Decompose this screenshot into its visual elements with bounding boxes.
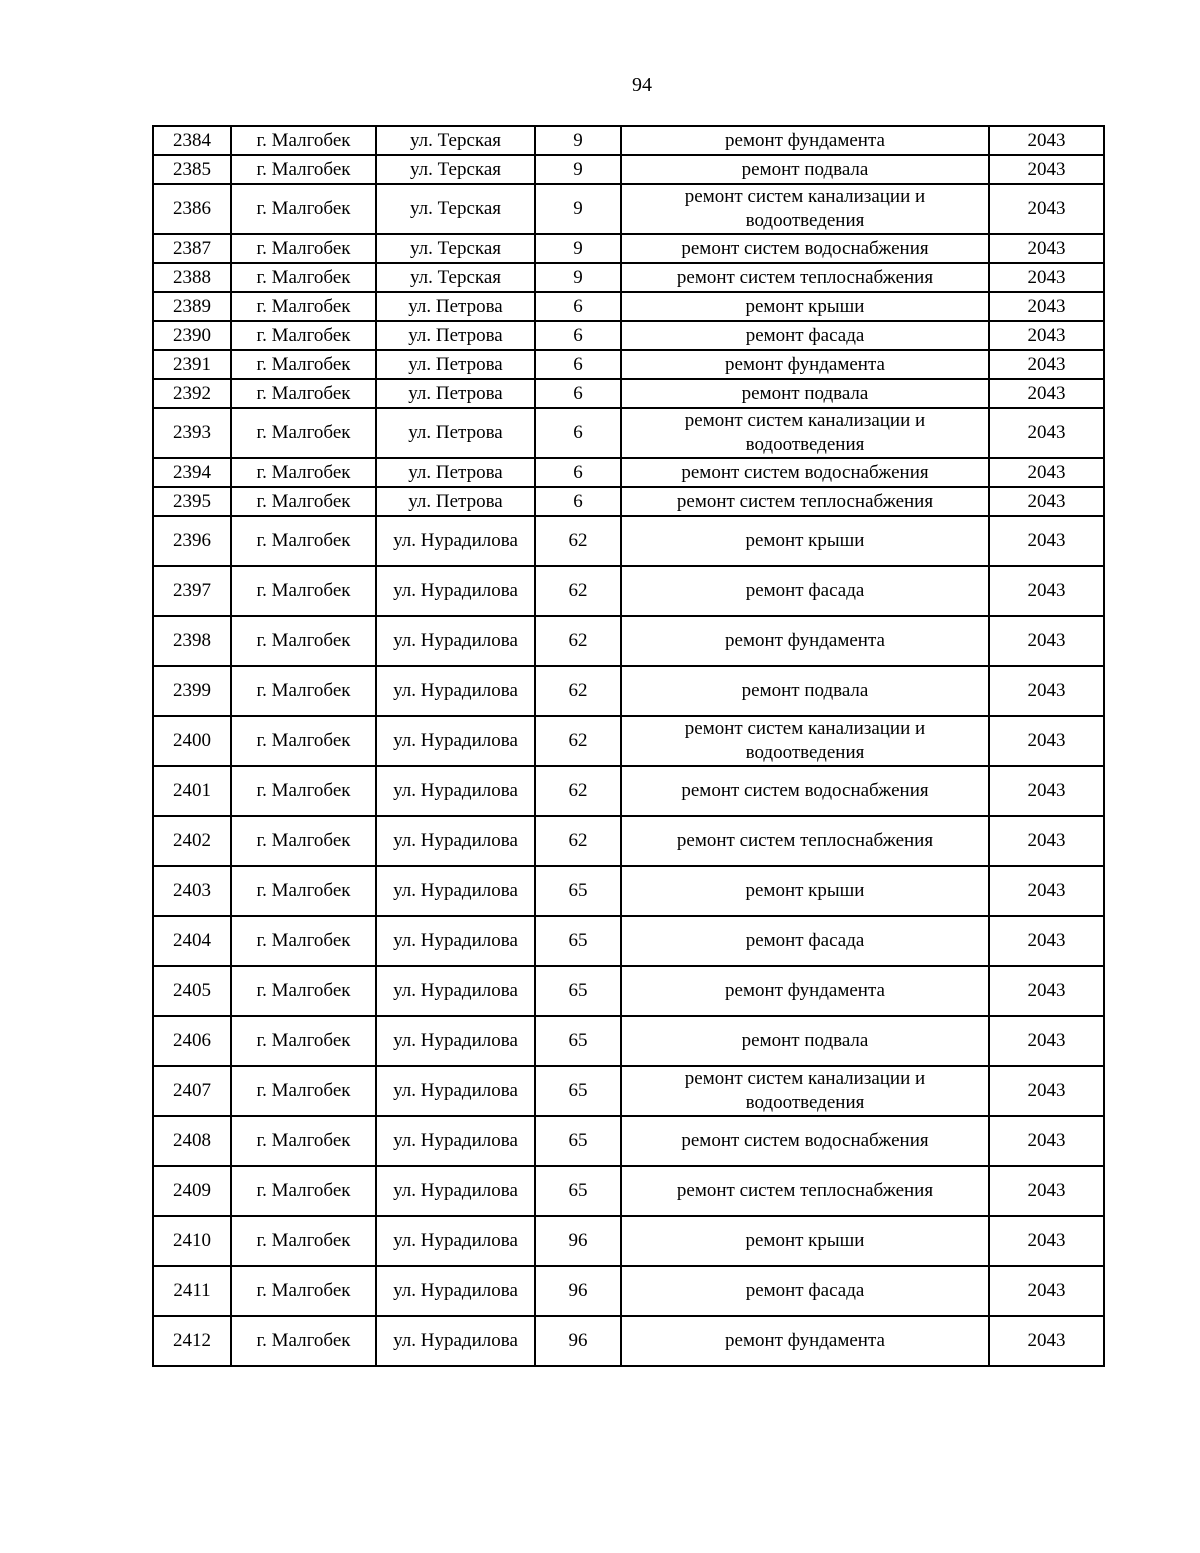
table-body [153, 126, 1104, 1366]
city-cell: г. Малгобек [231, 379, 376, 408]
house-number-cell: 65 [535, 916, 621, 966]
street-cell: ул. Нурадилова [376, 816, 535, 866]
street-cell: ул. Нурадилова [376, 766, 535, 816]
city-cell: г. Малгобек [231, 321, 376, 350]
row-number-cell: 2400 [153, 716, 231, 766]
work-type-cell: ремонт подвала [621, 155, 989, 184]
street-cell: ул. Терская [376, 126, 535, 155]
work-type-cell: ремонт крыши [621, 1216, 989, 1266]
row-number-cell: 2386 [153, 184, 231, 234]
city-cell: г. Малгобек [231, 866, 376, 916]
house-number-cell: 62 [535, 666, 621, 716]
house-number-cell: 62 [535, 716, 621, 766]
house-number-cell: 9 [535, 234, 621, 263]
work-type-cell: ремонт систем водоснабжения [621, 234, 989, 263]
work-type-cell: ремонт подвала [621, 666, 989, 716]
year-cell: 2043 [989, 379, 1104, 408]
house-number-cell: 62 [535, 616, 621, 666]
year-cell: 2043 [989, 155, 1104, 184]
house-number-cell: 62 [535, 566, 621, 616]
row-number-cell: 2392 [153, 379, 231, 408]
row-number-cell: 2390 [153, 321, 231, 350]
street-cell: ул. Нурадилова [376, 616, 535, 666]
row-number-cell: 2385 [153, 155, 231, 184]
work-type-cell: ремонт крыши [621, 866, 989, 916]
table-row [153, 1166, 1104, 1216]
year-cell: 2043 [989, 350, 1104, 379]
city-cell: г. Малгобек [231, 566, 376, 616]
work-type-cell: ремонт крыши [621, 292, 989, 321]
year-cell: 2043 [989, 234, 1104, 263]
row-number-cell: 2404 [153, 916, 231, 966]
city-cell: г. Малгобек [231, 1066, 376, 1116]
house-number-cell: 96 [535, 1316, 621, 1366]
city-cell: г. Малгобек [231, 1266, 376, 1316]
row-number-cell: 2410 [153, 1216, 231, 1266]
row-number-cell: 2394 [153, 458, 231, 487]
row-number-cell: 2405 [153, 966, 231, 1016]
street-cell: ул. Нурадилова [376, 666, 535, 716]
row-number-cell: 2407 [153, 1066, 231, 1116]
table-row [153, 1216, 1104, 1266]
repair-schedule-table [152, 125, 1105, 1367]
table-row [153, 616, 1104, 666]
year-cell: 2043 [989, 408, 1104, 458]
year-cell: 2043 [989, 126, 1104, 155]
table-row [153, 234, 1104, 263]
street-cell: ул. Нурадилова [376, 1266, 535, 1316]
work-type-cell: ремонт систем теплоснабжения [621, 1166, 989, 1216]
house-number-cell: 65 [535, 1066, 621, 1116]
row-number-cell: 2399 [153, 666, 231, 716]
year-cell: 2043 [989, 1166, 1104, 1216]
work-type-cell: ремонт фундамента [621, 966, 989, 1016]
page-number: 94 [632, 74, 652, 96]
year-cell: 2043 [989, 516, 1104, 566]
row-number-cell: 2411 [153, 1266, 231, 1316]
city-cell: г. Малгобек [231, 616, 376, 666]
city-cell: г. Малгобек [231, 234, 376, 263]
city-cell: г. Малгобек [231, 487, 376, 516]
work-type-cell: ремонт систем водоснабжения [621, 458, 989, 487]
street-cell: ул. Терская [376, 263, 535, 292]
work-type-cell: ремонт фундамента [621, 1316, 989, 1366]
street-cell: ул. Терская [376, 184, 535, 234]
city-cell: г. Малгобек [231, 408, 376, 458]
table-row [153, 1116, 1104, 1166]
work-type-cell: ремонт систем теплоснабжения [621, 263, 989, 292]
table-row [153, 350, 1104, 379]
house-number-cell: 65 [535, 966, 621, 1016]
work-type-cell: ремонт подвала [621, 1016, 989, 1066]
city-cell: г. Малгобек [231, 516, 376, 566]
street-cell: ул. Петрова [376, 487, 535, 516]
year-cell: 2043 [989, 1266, 1104, 1316]
year-cell: 2043 [989, 1066, 1104, 1116]
table-row [153, 516, 1104, 566]
year-cell: 2043 [989, 816, 1104, 866]
house-number-cell: 96 [535, 1266, 621, 1316]
year-cell: 2043 [989, 916, 1104, 966]
house-number-cell: 9 [535, 155, 621, 184]
street-cell: ул. Нурадилова [376, 966, 535, 1016]
year-cell: 2043 [989, 1216, 1104, 1266]
year-cell: 2043 [989, 263, 1104, 292]
year-cell: 2043 [989, 321, 1104, 350]
city-cell: г. Малгобек [231, 126, 376, 155]
year-cell: 2043 [989, 184, 1104, 234]
house-number-cell: 62 [535, 816, 621, 866]
house-number-cell: 62 [535, 766, 621, 816]
table-row [153, 866, 1104, 916]
table-row [153, 816, 1104, 866]
street-cell: ул. Нурадилова [376, 1316, 535, 1366]
work-type-cell: ремонт фундамента [621, 350, 989, 379]
row-number-cell: 2384 [153, 126, 231, 155]
house-number-cell: 65 [535, 1166, 621, 1216]
table-row [153, 766, 1104, 816]
house-number-cell: 6 [535, 379, 621, 408]
year-cell: 2043 [989, 292, 1104, 321]
city-cell: г. Малгобек [231, 966, 376, 1016]
house-number-cell: 65 [535, 1016, 621, 1066]
table-row [153, 458, 1104, 487]
city-cell: г. Малгобек [231, 1166, 376, 1216]
work-type-cell: ремонт систем теплоснабжения [621, 487, 989, 516]
street-cell: ул. Нурадилова [376, 716, 535, 766]
city-cell: г. Малгобек [231, 816, 376, 866]
row-number-cell: 2402 [153, 816, 231, 866]
house-number-cell: 9 [535, 263, 621, 292]
row-number-cell: 2387 [153, 234, 231, 263]
table-row [153, 966, 1104, 1016]
table-row [153, 566, 1104, 616]
work-type-cell: ремонт крыши [621, 516, 989, 566]
work-type-cell: ремонт систем водоснабжения [621, 766, 989, 816]
row-number-cell: 2391 [153, 350, 231, 379]
street-cell: ул. Терская [376, 155, 535, 184]
year-cell: 2043 [989, 487, 1104, 516]
table-row [153, 487, 1104, 516]
table-row [153, 1266, 1104, 1316]
table-row [153, 1066, 1104, 1116]
row-number-cell: 2409 [153, 1166, 231, 1216]
street-cell: ул. Петрова [376, 458, 535, 487]
city-cell: г. Малгобек [231, 458, 376, 487]
work-type-cell: ремонт фасада [621, 916, 989, 966]
city-cell: г. Малгобек [231, 184, 376, 234]
row-number-cell: 2401 [153, 766, 231, 816]
street-cell: ул. Нурадилова [376, 566, 535, 616]
work-type-cell: ремонт фасада [621, 321, 989, 350]
house-number-cell: 6 [535, 292, 621, 321]
house-number-cell: 65 [535, 1116, 621, 1166]
city-cell: г. Малгобек [231, 1116, 376, 1166]
street-cell: ул. Нурадилова [376, 1166, 535, 1216]
row-number-cell: 2395 [153, 487, 231, 516]
work-type-cell: ремонт систем канализации и водоотведения [621, 1066, 989, 1116]
work-type-cell: ремонт фундамента [621, 126, 989, 155]
house-number-cell: 9 [535, 126, 621, 155]
table-row [153, 155, 1104, 184]
city-cell: г. Малгобек [231, 766, 376, 816]
street-cell: ул. Нурадилова [376, 866, 535, 916]
table-row [153, 263, 1104, 292]
city-cell: г. Малгобек [231, 716, 376, 766]
work-type-cell: ремонт фасада [621, 1266, 989, 1316]
year-cell: 2043 [989, 458, 1104, 487]
city-cell: г. Малгобек [231, 916, 376, 966]
row-number-cell: 2393 [153, 408, 231, 458]
house-number-cell: 6 [535, 458, 621, 487]
year-cell: 2043 [989, 1016, 1104, 1066]
year-cell: 2043 [989, 1316, 1104, 1366]
street-cell: ул. Петрова [376, 292, 535, 321]
work-type-cell: ремонт систем канализации и водоотведения [621, 408, 989, 458]
table-row [153, 126, 1104, 155]
house-number-cell: 65 [535, 866, 621, 916]
work-type-cell: ремонт фасада [621, 566, 989, 616]
house-number-cell: 6 [535, 487, 621, 516]
street-cell: ул. Терская [376, 234, 535, 263]
table-row [153, 379, 1104, 408]
table-row [153, 408, 1104, 458]
house-number-cell: 9 [535, 184, 621, 234]
house-number-cell: 62 [535, 516, 621, 566]
row-number-cell: 2412 [153, 1316, 231, 1366]
work-type-cell: ремонт фундамента [621, 616, 989, 666]
work-type-cell: ремонт подвала [621, 379, 989, 408]
street-cell: ул. Нурадилова [376, 1016, 535, 1066]
table-row [153, 1316, 1104, 1366]
street-cell: ул. Петрова [376, 350, 535, 379]
table-row [153, 1016, 1104, 1066]
street-cell: ул. Нурадилова [376, 1116, 535, 1166]
street-cell: ул. Петрова [376, 321, 535, 350]
city-cell: г. Малгобек [231, 1016, 376, 1066]
house-number-cell: 6 [535, 408, 621, 458]
street-cell: ул. Нурадилова [376, 516, 535, 566]
year-cell: 2043 [989, 616, 1104, 666]
city-cell: г. Малгобек [231, 666, 376, 716]
year-cell: 2043 [989, 966, 1104, 1016]
table-row [153, 321, 1104, 350]
year-cell: 2043 [989, 716, 1104, 766]
year-cell: 2043 [989, 1116, 1104, 1166]
table-row [153, 666, 1104, 716]
work-type-cell: ремонт систем канализации и водоотведения [621, 716, 989, 766]
year-cell: 2043 [989, 766, 1104, 816]
year-cell: 2043 [989, 666, 1104, 716]
row-number-cell: 2396 [153, 516, 231, 566]
row-number-cell: 2388 [153, 263, 231, 292]
year-cell: 2043 [989, 566, 1104, 616]
row-number-cell: 2406 [153, 1016, 231, 1066]
table-row [153, 184, 1104, 234]
street-cell: ул. Нурадилова [376, 1066, 535, 1116]
row-number-cell: 2403 [153, 866, 231, 916]
table-row [153, 916, 1104, 966]
street-cell: ул. Нурадилова [376, 916, 535, 966]
table-row [153, 716, 1104, 766]
row-number-cell: 2397 [153, 566, 231, 616]
row-number-cell: 2408 [153, 1116, 231, 1166]
city-cell: г. Малгобек [231, 263, 376, 292]
year-cell: 2043 [989, 866, 1104, 916]
house-number-cell: 96 [535, 1216, 621, 1266]
city-cell: г. Малгобек [231, 155, 376, 184]
work-type-cell: ремонт систем канализации и водоотведения [621, 184, 989, 234]
city-cell: г. Малгобек [231, 350, 376, 379]
house-number-cell: 6 [535, 350, 621, 379]
street-cell: ул. Петрова [376, 379, 535, 408]
city-cell: г. Малгобек [231, 1216, 376, 1266]
table-row [153, 292, 1104, 321]
work-type-cell: ремонт систем теплоснабжения [621, 816, 989, 866]
house-number-cell: 6 [535, 321, 621, 350]
street-cell: ул. Нурадилова [376, 1216, 535, 1266]
city-cell: г. Малгобек [231, 1316, 376, 1366]
row-number-cell: 2398 [153, 616, 231, 666]
city-cell: г. Малгобек [231, 292, 376, 321]
row-number-cell: 2389 [153, 292, 231, 321]
work-type-cell: ремонт систем водоснабжения [621, 1116, 989, 1166]
street-cell: ул. Петрова [376, 408, 535, 458]
